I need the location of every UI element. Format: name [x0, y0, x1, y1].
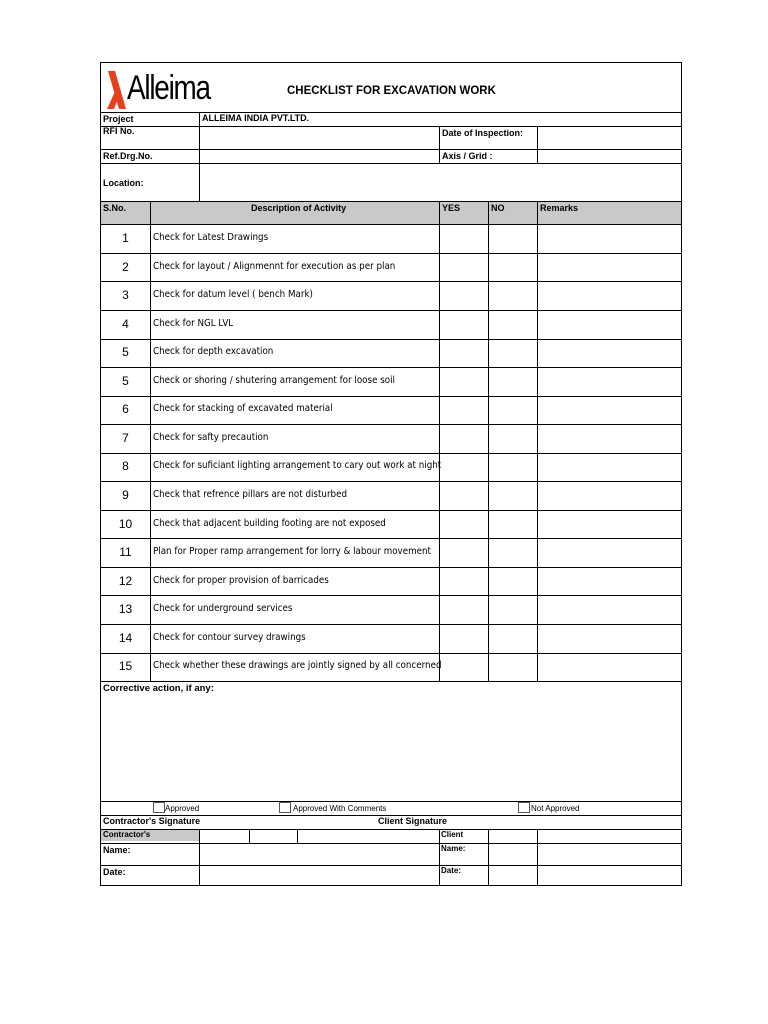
logo-text: Alleima — [127, 69, 210, 107]
approved-label: Approved — [165, 804, 200, 813]
row-activity: Check that adjacent building footing are not exposed — [153, 517, 386, 529]
remarks-cell[interactable] — [538, 425, 681, 452]
table-row — [101, 338, 681, 367]
table-header-shading — [101, 201, 681, 224]
table-row — [101, 624, 681, 653]
date-of-inspection-label: Date of Inspection: — [442, 128, 524, 138]
no-cell[interactable] — [489, 568, 537, 595]
contractor-date-field[interactable] — [200, 866, 438, 885]
row-number: 2 — [122, 259, 129, 274]
row-activity: Check for NGL LVL — [153, 317, 234, 329]
yes-cell[interactable] — [440, 625, 488, 652]
approved-with-comments-checkbox[interactable] — [279, 802, 291, 813]
corrective-action-field[interactable] — [101, 695, 681, 800]
row-activity: Plan for Proper ramp arrangement for lorry & labour movement — [153, 546, 431, 558]
not-approved-checkbox[interactable] — [518, 802, 530, 813]
table-row — [101, 595, 681, 624]
row-activity: Check for depth excavation — [153, 346, 274, 358]
yes-cell[interactable] — [440, 282, 488, 309]
rfi-field[interactable] — [200, 127, 438, 149]
table-row — [101, 310, 681, 339]
remarks-cell[interactable] — [538, 368, 681, 395]
client-name-field[interactable] — [538, 844, 681, 865]
col-sno-header: S.No. — [103, 203, 127, 213]
contractor-name-field[interactable] — [200, 844, 438, 865]
yes-cell[interactable] — [440, 396, 488, 423]
remarks-cell[interactable] — [538, 625, 681, 652]
row-number: 10 — [118, 516, 133, 531]
no-cell[interactable] — [489, 368, 537, 395]
no-cell[interactable] — [489, 282, 537, 309]
table-row — [101, 395, 681, 424]
row-number: 5 — [122, 373, 129, 388]
table-row — [101, 510, 681, 539]
table-row — [101, 481, 681, 510]
yes-cell[interactable] — [440, 425, 488, 452]
row-activity: Check for suficiant lighting arrangement to cary out work at night — [153, 460, 442, 472]
row-number: 12 — [118, 573, 133, 588]
no-cell[interactable] — [489, 596, 537, 623]
col-remarks-header: Remarks — [540, 203, 579, 213]
table-row — [101, 538, 681, 567]
yes-cell[interactable] — [440, 368, 488, 395]
alleima-logo — [105, 65, 217, 111]
alleima-mark-icon — [106, 69, 128, 111]
row-activity: Check for contour survey drawings — [153, 631, 306, 643]
col-yes-header: YES — [442, 203, 461, 213]
yes-cell[interactable] — [440, 225, 488, 252]
remarks-cell[interactable] — [538, 311, 681, 338]
row-activity: Check for datum level ( bench Mark) — [153, 289, 313, 301]
no-cell[interactable] — [489, 539, 537, 566]
col-description-header: Description of Activity — [251, 203, 347, 213]
no-cell[interactable] — [489, 625, 537, 652]
row-number: 5 — [122, 345, 129, 360]
ref-drg-field[interactable] — [200, 150, 438, 163]
table-row — [101, 224, 681, 253]
row-number: 9 — [122, 488, 129, 503]
project-label: Project — [103, 114, 134, 124]
no-cell[interactable] — [489, 511, 537, 538]
checklist-sheet — [100, 62, 682, 886]
row-activity: Check for layout / Alignmennt for execution as per plan — [153, 260, 396, 272]
remarks-cell[interactable] — [538, 453, 681, 480]
no-cell[interactable] — [489, 225, 537, 252]
approved-checkbox[interactable] — [153, 802, 165, 813]
ref-drg-label: Ref.Drg.No. — [103, 151, 153, 161]
row-number: 11 — [119, 545, 132, 560]
table-row — [101, 424, 681, 453]
row-activity: Check that refrence pillars are not disturbed — [153, 489, 348, 501]
corrective-action-label: Corrective action, if any: — [103, 683, 214, 694]
row-number: 4 — [122, 316, 129, 331]
row-activity: Check for Latest Drawings — [153, 232, 269, 243]
location-label: Location: — [103, 178, 144, 188]
row-number: 8 — [122, 459, 129, 474]
contractor-signature-label: Contractor's Signature — [103, 816, 201, 826]
client-label: Client — [441, 830, 464, 839]
yes-cell[interactable] — [440, 254, 488, 281]
row-number: 6 — [122, 402, 129, 417]
client-name-label: Name: — [441, 844, 466, 853]
client-date-label: Date: — [441, 866, 462, 875]
yes-cell[interactable] — [440, 539, 488, 566]
row-number: 14 — [118, 630, 133, 645]
no-cell[interactable] — [489, 339, 537, 366]
remarks-cell[interactable] — [538, 653, 681, 680]
no-cell[interactable] — [489, 482, 537, 509]
no-cell[interactable] — [489, 396, 537, 423]
yes-cell[interactable] — [440, 568, 488, 595]
table-row — [101, 652, 681, 681]
page-title: CHECKLIST FOR EXCAVATION WORK — [287, 85, 496, 97]
row-activity: Check for underground services — [153, 603, 293, 615]
no-cell[interactable] — [489, 425, 537, 452]
date-of-inspection-field[interactable] — [538, 127, 681, 149]
axis-grid-label: Axis / Grid : — [442, 151, 493, 161]
no-cell[interactable] — [489, 453, 537, 480]
yes-cell[interactable] — [440, 653, 488, 680]
table-row — [101, 253, 681, 282]
no-cell[interactable] — [489, 653, 537, 680]
not-approved-label: Not Approved — [531, 804, 580, 813]
remarks-cell[interactable] — [538, 482, 681, 509]
remarks-cell[interactable] — [538, 511, 681, 538]
no-cell[interactable] — [489, 254, 537, 281]
yes-cell[interactable] — [440, 339, 488, 366]
remarks-cell[interactable] — [538, 596, 681, 623]
yes-cell[interactable] — [440, 596, 488, 623]
client-date-field[interactable] — [538, 866, 681, 885]
row-activity: Check for stacking of excavated material — [153, 403, 333, 415]
table-row — [101, 452, 681, 481]
location-field[interactable] — [200, 164, 681, 201]
axis-grid-field[interactable] — [538, 150, 681, 163]
contractors-label: Contractor's — [103, 830, 151, 839]
remarks-cell[interactable] — [538, 282, 681, 309]
col-no-header: NO — [491, 203, 505, 213]
yes-cell[interactable] — [440, 511, 488, 538]
row-number: 1 — [122, 231, 129, 245]
contractor-name-label: Name: — [103, 845, 131, 855]
row-number: 13 — [118, 602, 133, 617]
yes-cell[interactable] — [440, 482, 488, 509]
remarks-cell[interactable] — [538, 339, 681, 366]
row-number: 7 — [122, 430, 129, 445]
table-row — [101, 281, 681, 310]
remarks-cell[interactable] — [538, 225, 681, 252]
row-number: 3 — [122, 288, 129, 303]
row-activity: Check or shoring / shutering arrangement for loose soil — [153, 374, 395, 386]
remarks-cell[interactable] — [538, 396, 681, 423]
row-number: 15 — [118, 659, 133, 674]
no-cell[interactable] — [489, 311, 537, 338]
project-value: ALLEIMA INDIA PVT.LTD. — [202, 113, 310, 123]
row-activity: Check for proper provision of barricades — [153, 574, 329, 586]
remarks-cell[interactable] — [538, 539, 681, 566]
yes-cell[interactable] — [440, 311, 488, 338]
contractor-date-label: Date: — [103, 867, 126, 877]
row-activity: Check for safty precaution — [153, 431, 269, 443]
approved-with-comments-label: Approved With Comments — [293, 804, 387, 813]
remarks-cell[interactable] — [538, 254, 681, 281]
rfi-label: RFI No. — [103, 126, 135, 136]
remarks-cell[interactable] — [538, 568, 681, 595]
table-row — [101, 567, 681, 596]
row-activity: Check whether these drawings are jointly signed by all concerned — [153, 660, 442, 672]
table-row — [101, 367, 681, 396]
yes-cell[interactable] — [440, 453, 488, 480]
client-signature-label: Client Signature — [378, 816, 448, 826]
